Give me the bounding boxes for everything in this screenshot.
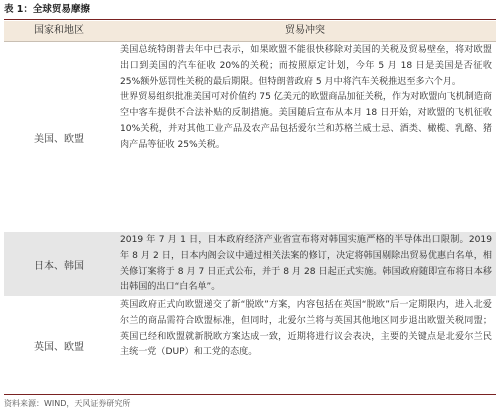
conflict-cell — [120, 233, 492, 297]
header-region: 国家和地区 — [34, 25, 84, 36]
table-row-uk-eu — [4, 296, 496, 394]
conflict-paragraph: 美国总统特朗普去年中已表示，如果欧盟不能很快移除对美国的关税及贸易壁垒，将对欧盟出口到美国的汽车征收 20%的关税；而按照原定计划，今年 5 月 18 日是美国是否征收 25%额外惩罚性关税的最后期限。但特朗普政府 5 月中将汽车关税推迟至多六个月。 — [120, 45, 492, 87]
region-cell: 英国、欧盟 — [34, 341, 84, 353]
caption-divider — [4, 19, 496, 20]
header-conflict: 贸易冲突 — [285, 25, 325, 36]
table-bottom-divider — [4, 394, 496, 395]
region-cell: 美国、欧盟 — [34, 133, 84, 145]
conflict-cell — [120, 298, 492, 396]
table-caption: 表 1：全球贸易摩擦 — [4, 4, 90, 15]
conflict-cell — [120, 43, 492, 233]
conflict-paragraph: 2019 年 7 月 1 日，日本政府经济产业省宣布将对韩国实施严格的半导体出口限制。2019 年 8 月 2 日，日本内阁会议中通过相关法案的修订，决定将韩国剔除出贸易优惠白名单，相关修订案将于 8 月 7 日正式公布，并于 8 月 28 日起正式实施。韩国政府随即宣布将日本移出韩国的出口“白名单”。 — [120, 235, 492, 293]
table-row-japan-korea — [4, 232, 496, 296]
conflict-paragraph: 世界贸易组织批准美国可对价值约 75 亿美元的欧盟商品加征关税，作为对欧盟向飞机制造商空中客车提供不合法补贴的反制措施。美国随后宣布从本月 18 日开始，对欧盟的飞机征收 10%关税，并对其他工业产品及农产品包括爱尔兰和苏格兰威士忌、酒类、橄榄、乳酪、猪肉产品等征收 25%关税。 — [120, 92, 493, 150]
region-cell: 日本、韩国 — [34, 260, 84, 272]
table-header — [4, 21, 496, 42]
table-row-us-eu — [4, 42, 496, 232]
conflict-paragraph: 英国政府正式向欧盟递交了新“脱欧”方案，内容包括在英国“脱欧”后一定期限内，进入北爱尔兰的商品需符合欧盟标准，但同时，北爱尔兰将与英国其他地区同步退出欧盟关税同盟；英国已经和欧盟就新脱欧方案达成一致，近期将进行议会表决，主要的关键点是北爱尔兰民主统一党（DUP）和工党的态度。 — [120, 300, 492, 358]
source-note: 资料来源：WIND，天风证券研究所 — [4, 399, 131, 408]
